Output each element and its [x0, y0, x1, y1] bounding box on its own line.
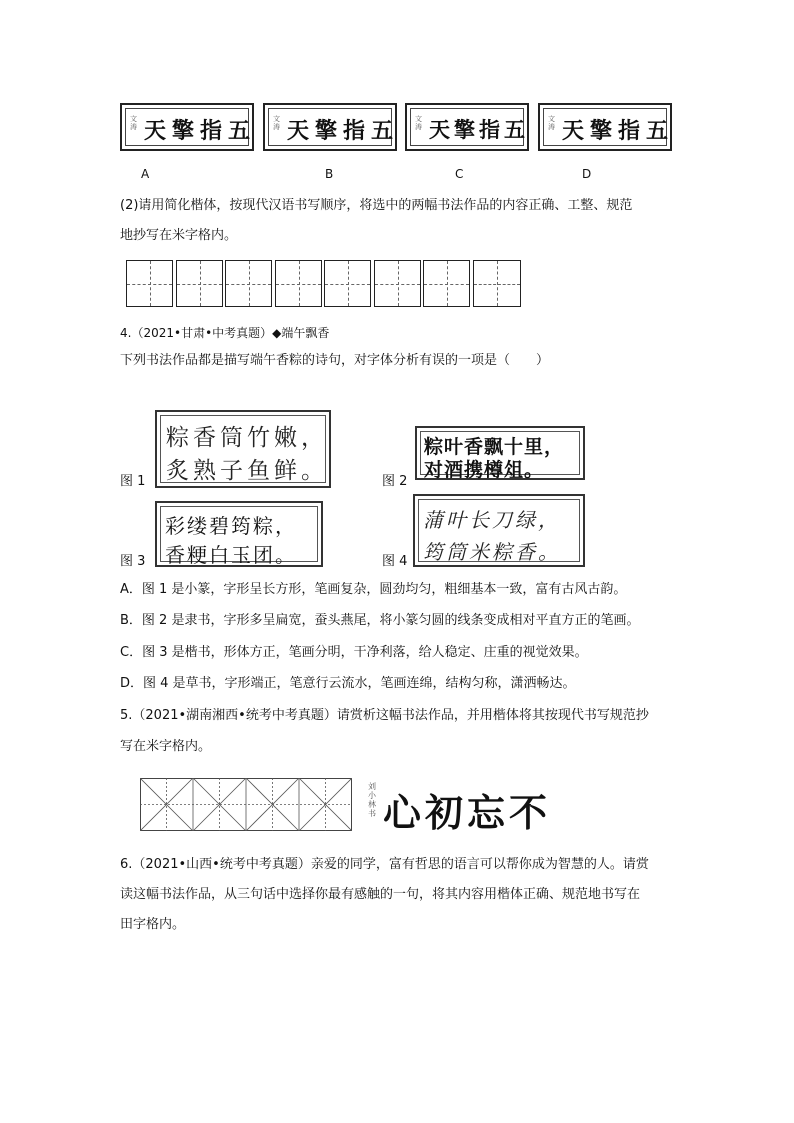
- mizi-grid[interactable]: [140, 778, 352, 831]
- option-d-label: D: [582, 167, 592, 181]
- figure-1-label: 图 1: [120, 474, 146, 489]
- artwork-seal: 文涛: [415, 115, 422, 131]
- grid-cell[interactable]: [423, 260, 470, 307]
- grid-cell[interactable]: [275, 260, 322, 307]
- calligraphy-signature: 刘小林书: [368, 782, 376, 818]
- figure-3-line-1: 彩缕碧筠粽，: [165, 514, 297, 538]
- q4-stem: 下列书法作品都是描写端午香粽的诗句，对字体分析有误的一项是（ ）: [120, 353, 550, 368]
- figure-1-artwork: [155, 410, 331, 488]
- grid-cell[interactable]: [374, 260, 421, 307]
- grid-cell[interactable]: [126, 260, 173, 307]
- grid-cell[interactable]: [176, 260, 223, 307]
- q3-part2-text-cont: 地抄写在米字格内。: [120, 228, 238, 243]
- q4-header: 4.（2021•甘肃•中考真题）◆端午飘香: [120, 326, 330, 340]
- q4-option-b[interactable]: B．图 2 是隶书，字形多呈扁宽，蚕头燕尾，将小篆匀圆的线条变成相对平直方正的笔画。: [120, 613, 640, 628]
- q4-option-d[interactable]: D．图 4 是草书，字形端正，笔意行云流水，笔画连绵，结构匀称，潇洒畅达。: [120, 676, 576, 691]
- option-b-label: B: [325, 167, 334, 181]
- artwork-text: 天擎指五: [287, 118, 400, 144]
- figure-2-line-1: 粽叶香飘十里，: [424, 436, 565, 458]
- q6-text-line-3: 田字格内。: [120, 917, 186, 932]
- q5-text-line-2: 写在米字格内。: [120, 739, 212, 754]
- grid-cell[interactable]: [473, 260, 521, 307]
- figure-3-label: 图 3: [120, 554, 146, 569]
- figure-1-line-2: 炙熟子鱼鲜。: [166, 458, 328, 484]
- grid-cell[interactable]: [225, 260, 272, 307]
- option-a-label: A: [141, 167, 150, 181]
- figure-4-line-2: 筠筒米粽香。: [423, 540, 561, 564]
- q3-part2-text: (2)请用简化楷体，按现代汉语书写顺序，将选中的两幅书法作品的内容正确、工整、规范: [120, 198, 633, 213]
- answer-grid[interactable]: [126, 260, 521, 307]
- figure-4-line-1: 蒲叶长刀绿，: [423, 508, 561, 532]
- artwork-seal: 文涛: [130, 115, 137, 131]
- artwork-seal: 文涛: [273, 115, 280, 131]
- artwork-text: 天擎指五: [429, 117, 529, 142]
- option-c-artwork: [405, 103, 529, 151]
- q6-text-line-2: 读这幅书法作品，从三句话中选择你最有感触的一句，将其内容用楷体正确、规范地书写在: [120, 887, 641, 902]
- figure-3-line-2: 香粳白玉团。: [165, 543, 297, 567]
- q4-option-a[interactable]: A．图 1 是小篆，字形呈长方形，笔画复杂，圆劲均匀，粗细基本一致，富有古风古韵。: [120, 582, 627, 597]
- artwork-text: 天擎指五: [562, 118, 675, 144]
- figure-2-label: 图 2: [382, 474, 408, 489]
- figure-4-artwork: [413, 494, 585, 567]
- option-d-artwork: [538, 103, 675, 151]
- artwork-seal: 文涛: [548, 115, 555, 131]
- figure-3-artwork: [155, 501, 323, 567]
- calligraphy-text: 心初忘不: [383, 790, 552, 835]
- artwork-text: 五指擎天: [144, 118, 257, 144]
- q6-text-line-1: 6.（2021•山西•统考中考真题）亲爱的同学，富有哲思的语言可以帮你成为智慧的人。请赏: [120, 857, 649, 872]
- q4-option-c[interactable]: C．图 3 是楷书，形体方正，笔画分明，干净利落，给人稳定、庄重的视觉效果。: [120, 645, 588, 660]
- option-b-artwork: [263, 103, 400, 151]
- figure-4-label: 图 4: [382, 554, 408, 569]
- figure-2-artwork: [415, 426, 585, 480]
- figure-2-line-2: 对酒携樽俎。: [424, 459, 545, 481]
- q5-text-line-1: 5.（2021•湖南湘西•统考中考真题）请赏析这幅书法作品，并用楷体将其按现代书写规范抄: [120, 708, 649, 723]
- figure-1-line-1: 粽香筒竹嫩，: [166, 425, 328, 451]
- grid-cell[interactable]: [324, 260, 371, 307]
- option-c-label: C: [455, 167, 464, 181]
- option-a-artwork: [120, 103, 257, 151]
